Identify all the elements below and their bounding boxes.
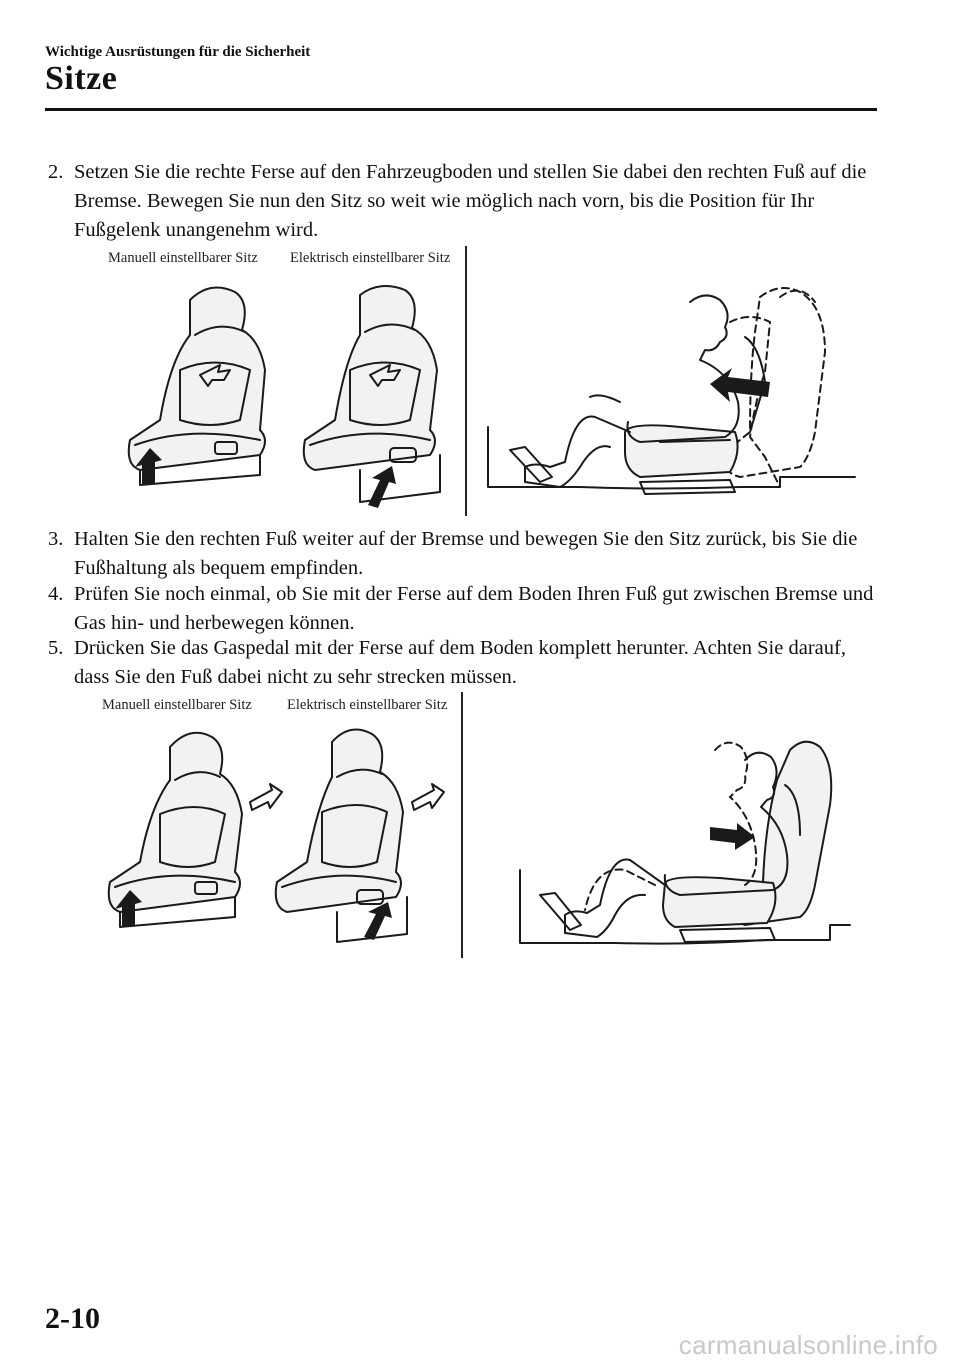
step-2 xyxy=(48,158,878,245)
step-number: 5. xyxy=(48,637,64,659)
figure-divider-1 xyxy=(465,246,467,516)
caption-manual-seat-1: Manuell einstellbarer Sitz xyxy=(108,250,258,266)
electric-seat-illustration-1 xyxy=(300,280,460,520)
figure-divider-2 xyxy=(461,692,463,958)
watermark: carmanualsonline.info xyxy=(678,1330,938,1360)
step-text: Setzen Sie die rechte Ferse auf den Fahrzeugboden und stellen Sie dabei den rechten Fuß auf die Bremse. Bewegen Sie nun den Sitz so weit wie möglich nach vorn, bis die Position für Ihr Fußgelenk unangenehm wird. xyxy=(74,161,867,241)
step-number: 4. xyxy=(48,583,64,605)
caption-electric-seat-1: Elektrisch einstellbarer Sitz xyxy=(290,250,451,266)
step-3 xyxy=(48,525,878,583)
header-rule xyxy=(45,108,877,111)
manual-seat-illustration-1 xyxy=(120,280,280,500)
caption-manual-seat-2: Manuell einstellbarer Sitz xyxy=(102,697,252,713)
page-title: Sitze xyxy=(45,60,118,97)
step-5 xyxy=(48,634,878,692)
step-text: Prüfen Sie noch einmal, ob Sie mit der Ferse auf dem Boden Ihren Fuß gut zwischen Bremse und Gas hin- und herbewegen können. xyxy=(74,583,874,634)
manual-seat-illustration-2 xyxy=(100,722,290,947)
section-header: Wichtige Ausrüstungen für die Sicherheit xyxy=(45,44,311,60)
driver-position-illustration-2 xyxy=(515,735,855,955)
page-number: 2-10 xyxy=(45,1302,100,1335)
caption-electric-seat-2: Elektrisch einstellbarer Sitz xyxy=(287,697,448,713)
electric-seat-illustration-2 xyxy=(272,722,452,957)
driver-position-illustration-1 xyxy=(480,282,860,517)
step-number: 3. xyxy=(48,528,64,550)
step-number: 2. xyxy=(48,161,64,183)
step-text: Halten Sie den rechten Fuß weiter auf der Bremse und bewegen Sie den Sitz zurück, bis Sie die Fußhaltung als bequem empfinden. xyxy=(74,528,858,579)
step-4 xyxy=(48,580,878,638)
step-text: Drücken Sie das Gaspedal mit der Ferse auf dem Boden komplett herunter. Achten Sie darauf, dass Sie den Fuß dabei nicht zu sehr strecken müssen. xyxy=(74,637,846,688)
